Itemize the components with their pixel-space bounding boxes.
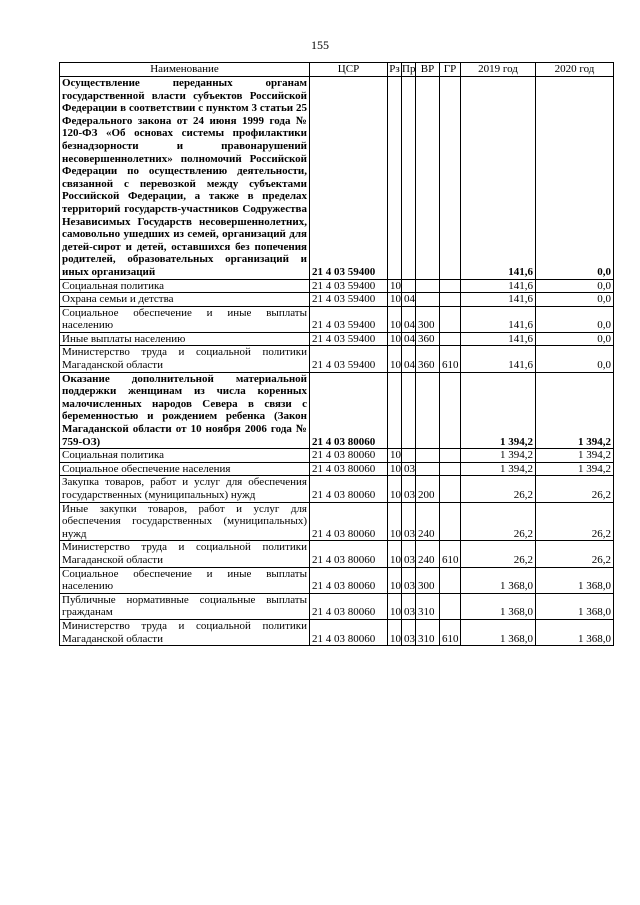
row-2019: 1 368,0: [461, 567, 536, 593]
table-row: [60, 332, 614, 346]
row-2019: 141,6: [461, 279, 536, 293]
row-vr: [416, 462, 440, 476]
row-name: Публичные нормативные социальные выплаты гражданам: [60, 593, 310, 619]
row-gr: 610: [440, 346, 461, 372]
row-pr: 04: [402, 332, 416, 346]
row-2019: 26,2: [461, 476, 536, 502]
table-row: [60, 476, 614, 502]
row-name: Социальная политика: [60, 279, 310, 293]
row-rz: 10: [388, 567, 402, 593]
row-2020: 0,0: [536, 332, 614, 346]
row-rz: 10: [388, 279, 402, 293]
row-2019: 1 368,0: [461, 593, 536, 619]
table-row: [60, 619, 614, 645]
row-name: Оказание дополнительной материальной поддержки женщинам из числа коренных малочисленных народов Севера в связи с беременностью и рождением ребенка (Закон Магаданской области от 10 ноября 2006 года № 759-ОЗ): [60, 372, 310, 449]
row-rz: 10: [388, 462, 402, 476]
row-pr: [402, 77, 416, 280]
page-number: 155: [311, 38, 329, 52]
row-gr: [440, 593, 461, 619]
row-vr: 200: [416, 476, 440, 502]
row-vr: [416, 449, 440, 463]
row-pr: [402, 372, 416, 449]
row-vr: 240: [416, 502, 440, 541]
row-pr: 04: [402, 306, 416, 332]
row-name: Социальная политика: [60, 449, 310, 463]
row-2020: 0,0: [536, 346, 614, 372]
row-rz: 10: [388, 502, 402, 541]
row-2019: 141,6: [461, 346, 536, 372]
row-csr: 21 4 03 80060: [310, 502, 388, 541]
row-gr: 610: [440, 619, 461, 645]
header-rz: Рз: [389, 63, 400, 76]
row-pr: 03: [402, 476, 416, 502]
row-gr: [440, 293, 461, 307]
row-gr: [440, 306, 461, 332]
budget-table: [59, 62, 614, 646]
table-header-row: [60, 63, 614, 77]
row-2020: 0,0: [536, 279, 614, 293]
header-vr: ВР: [416, 63, 440, 77]
row-gr: [440, 476, 461, 502]
header-name: Наименование: [60, 63, 310, 77]
row-vr: 240: [416, 541, 440, 567]
row-csr: 21 4 03 80060: [310, 462, 388, 476]
row-csr: 21 4 03 80060: [310, 567, 388, 593]
row-name: Министерство труда и социальной политики Магаданской области: [60, 346, 310, 372]
row-rz: 10: [388, 332, 402, 346]
row-vr: 310: [416, 593, 440, 619]
table-row: [60, 541, 614, 567]
row-pr: 03: [402, 502, 416, 541]
row-csr: 21 4 03 59400: [310, 279, 388, 293]
table-row: [60, 449, 614, 463]
row-pr: 04: [402, 293, 416, 307]
header-2019: 2019 год: [461, 63, 536, 77]
row-2019: 141,6: [461, 306, 536, 332]
row-csr: 21 4 03 59400: [310, 293, 388, 307]
row-2020: 1 368,0: [536, 593, 614, 619]
row-2019: 1 394,2: [461, 372, 536, 449]
row-pr: 03: [402, 567, 416, 593]
row-pr: [402, 449, 416, 463]
row-pr: 03: [402, 619, 416, 645]
row-2019: 1 368,0: [461, 619, 536, 645]
row-2020: 0,0: [536, 306, 614, 332]
header-csr: ЦСР: [310, 63, 388, 77]
table-row: [60, 593, 614, 619]
row-gr: [440, 77, 461, 280]
row-rz: 10: [388, 541, 402, 567]
row-pr: 03: [402, 541, 416, 567]
row-2019: 26,2: [461, 502, 536, 541]
row-vr: 300: [416, 306, 440, 332]
row-vr: [416, 279, 440, 293]
table-row: [60, 502, 614, 541]
table-row: [60, 567, 614, 593]
table-row: [60, 346, 614, 372]
row-2020: 1 394,2: [536, 462, 614, 476]
row-vr: [416, 293, 440, 307]
row-name: Социальное обеспечение и иные выплаты населению: [60, 567, 310, 593]
table-row: [60, 77, 614, 280]
row-rz: 10: [388, 346, 402, 372]
row-rz: [388, 372, 402, 449]
row-2020: 26,2: [536, 541, 614, 567]
row-2020: 1 368,0: [536, 619, 614, 645]
row-name: Министерство труда и социальной политики Магаданской области: [60, 541, 310, 567]
row-name: Социальное обеспечение и иные выплаты населению: [60, 306, 310, 332]
row-2020: 0,0: [536, 77, 614, 280]
row-csr: 21 4 03 59400: [310, 77, 388, 280]
row-name: Осуществление переданных органам государственной власти субъектов Российской Федерации в соответствии с пунктом 3 статьи 25 Федерального закона от 24 июня 1999 года № 120-ФЗ «Об основах системы профилактики безнадзорности и правонарушений несовершеннолетних» полномочий Российской Федерации по осуществлению деятельности, связанной с перевозкой между субъектами Российской Федерации, а также в пределах территорий государств-участников Содружества Независимых Государств несовершеннолетних, самовольно ушедших из семей, организаций для детей-сирот и детей, оставшихся без попечения родителей, образовательных организаций и иных организаций: [60, 77, 310, 280]
row-csr: 21 4 03 80060: [310, 541, 388, 567]
table-row: [60, 372, 614, 449]
row-vr: 360: [416, 332, 440, 346]
row-csr: 21 4 03 80060: [310, 372, 388, 449]
row-vr: 310: [416, 619, 440, 645]
row-2019: 26,2: [461, 541, 536, 567]
row-name: Закупка товаров, работ и услуг для обеспечения государственных (муниципальных) нужд: [60, 476, 310, 502]
row-gr: [440, 462, 461, 476]
row-2020: 1 394,2: [536, 449, 614, 463]
row-2019: 141,6: [461, 77, 536, 280]
row-vr: [416, 77, 440, 280]
row-2020: 26,2: [536, 476, 614, 502]
row-gr: [440, 372, 461, 449]
table-row: [60, 462, 614, 476]
row-rz: 10: [388, 476, 402, 502]
row-name: Иные выплаты населению: [60, 332, 310, 346]
row-gr: [440, 332, 461, 346]
row-pr: 03: [402, 462, 416, 476]
row-rz: 10: [388, 593, 402, 619]
row-2020: 0,0: [536, 293, 614, 307]
row-rz: 10: [388, 449, 402, 463]
row-csr: 21 4 03 59400: [310, 306, 388, 332]
row-gr: [440, 279, 461, 293]
row-2019: 141,6: [461, 332, 536, 346]
row-pr: [402, 279, 416, 293]
row-gr: [440, 567, 461, 593]
row-name: Охрана семьи и детства: [60, 293, 310, 307]
row-2020: 1 368,0: [536, 567, 614, 593]
table-row: [60, 279, 614, 293]
row-gr: [440, 502, 461, 541]
row-name: Иные закупки товаров, работ и услуг для обеспечения государственных (муниципальных) нужд: [60, 502, 310, 541]
header-2020: 2020 год: [536, 63, 614, 77]
row-gr: [440, 449, 461, 463]
row-rz: 10: [388, 619, 402, 645]
table-row: [60, 306, 614, 332]
row-pr: 03: [402, 593, 416, 619]
row-csr: 21 4 03 80060: [310, 476, 388, 502]
row-csr: 21 4 03 80060: [310, 593, 388, 619]
row-name: Министерство труда и социальной политики Магаданской области: [60, 619, 310, 645]
row-csr: 21 4 03 80060: [310, 619, 388, 645]
row-2020: 1 394,2: [536, 372, 614, 449]
row-csr: 21 4 03 80060: [310, 449, 388, 463]
row-rz: 10: [388, 293, 402, 307]
row-csr: 21 4 03 59400: [310, 346, 388, 372]
row-2019: 1 394,2: [461, 449, 536, 463]
row-name: Социальное обеспечение населения: [60, 462, 310, 476]
row-rz: [388, 77, 402, 280]
header-pr: Пр: [402, 63, 416, 76]
row-vr: 360: [416, 346, 440, 372]
row-gr: 610: [440, 541, 461, 567]
row-pr: 04: [402, 346, 416, 372]
row-csr: 21 4 03 59400: [310, 332, 388, 346]
row-2020: 26,2: [536, 502, 614, 541]
row-rz: 10: [388, 306, 402, 332]
row-2019: 141,6: [461, 293, 536, 307]
row-vr: [416, 372, 440, 449]
row-2019: 1 394,2: [461, 462, 536, 476]
row-vr: 300: [416, 567, 440, 593]
table-row: [60, 293, 614, 307]
header-gr: ГР: [440, 63, 461, 77]
